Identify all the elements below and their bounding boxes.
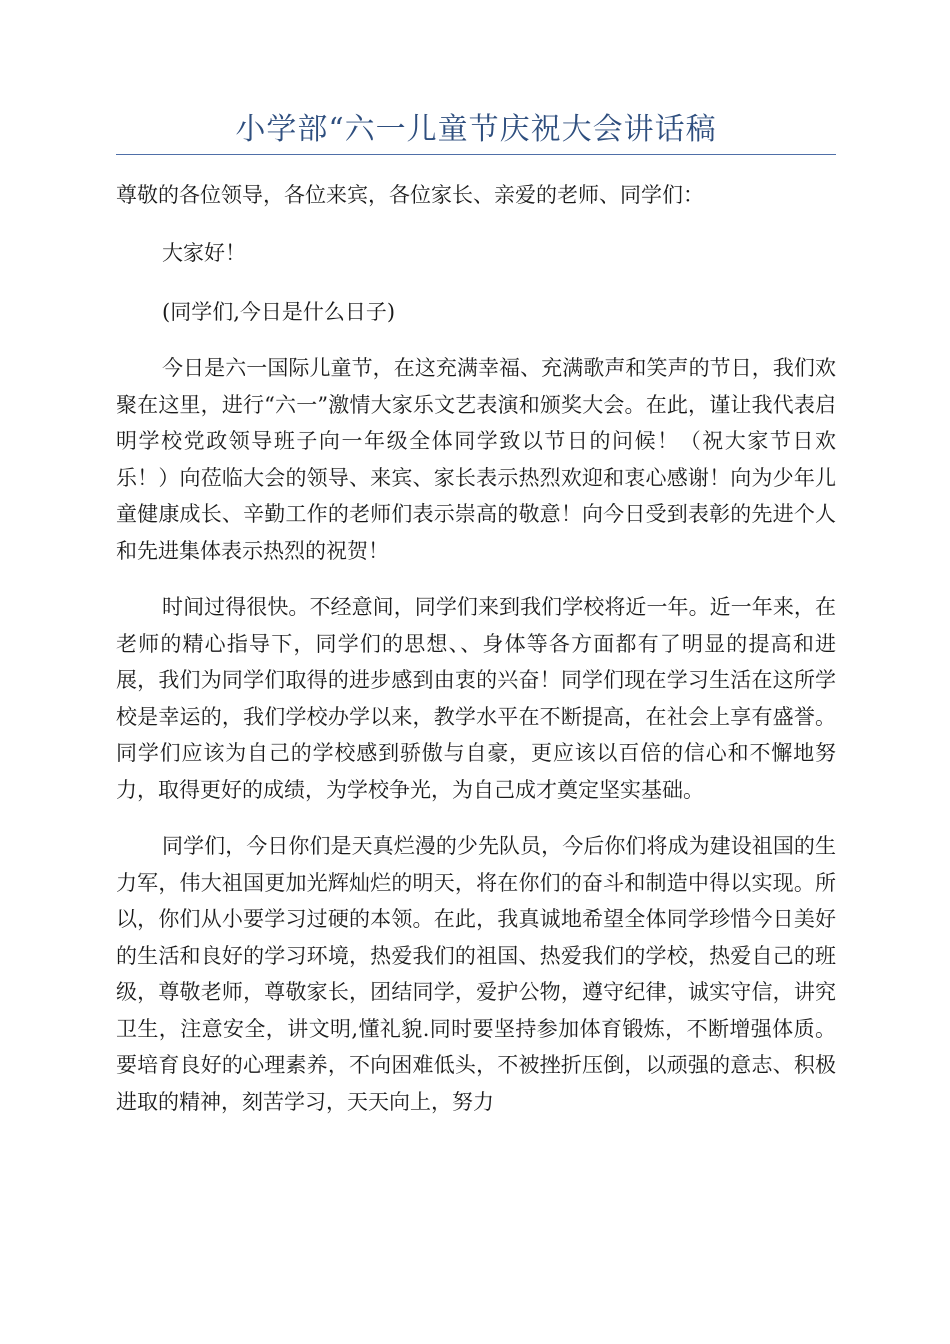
paragraph-2: 时间过得很快。不经意间，同学们来到我们学校将近一年。近一年来，在老师的精心指导下，同学们的思想、、身体等各方面都有了明显的提高和进展，我们为同学们取得的进步感到由衷的兴奋！同学们现在学习生活在这所学校是幸运的，我们学校办学以来，教学水平在不断提高，在社会上享有盛誉。同学们应该为自己的学校感到骄傲与自豪，更应该以百倍的信心和不懈地努力，取得更好的成绩，为学校争光，为自己成才奠定坚实基础。 [116, 595, 836, 802]
greeting: 大家好！ [162, 241, 246, 265]
aside-note: (同学们,今日是什么日子) [162, 299, 396, 324]
title-underline [116, 154, 836, 155]
paragraph-3: 同学们，今日你们是天真烂漫的少先队员，今后你们将成为建设祖国的生力军，伟大祖国更加光辉灿烂的明天，将在你们的奋斗和制造中得以实现。所以，你们从小要学习过硬的本领。在此，我真诚地希望全体同学珍惜今日美好的生活和良好的学习环境，热爱我们的祖国、热爱我们的学校，热爱自己的班级，尊敬老师，尊敬家长，团结同学，爱护公物，遵守纪律，诚实守信，讲究卫生，注意安全，讲文明,懂礼貌.同时要坚持参加体育锻炼，不断增强体质。要培育良好的心理素养，不向困难低头，不被挫折压倒，以顽强的意志、积极进取的精神，刻苦学习，天天向上，努力 [116, 834, 836, 1114]
document-page [116, 108, 836, 1120]
paragraph-1: 今日是六一国际儿童节，在这充满幸福、充满歌声和笑声的节日，我们欢聚在这里，进行“六一”激情大家乐文艺表演和颁奖大会。在此，谨让我代表启明学校党政领导班子向一年级全体同学致以节日的问候！（祝大家节日欢乐！）向莅临大会的领导、来宾、家长表示热烈欢迎和衷心感谢！向为少年儿童健康成长、辛勤工作的老师们表示崇高的敬意！向今日受到表彰的先进个人和先进集体表示热烈的祝贺！ [116, 356, 836, 563]
salutation: 尊敬的各位领导，各位来宾，各位家长、亲爱的老师、同学们： [116, 183, 704, 207]
document-title: 小学部“六一儿童节庆祝大会讲话稿 [235, 112, 717, 147]
